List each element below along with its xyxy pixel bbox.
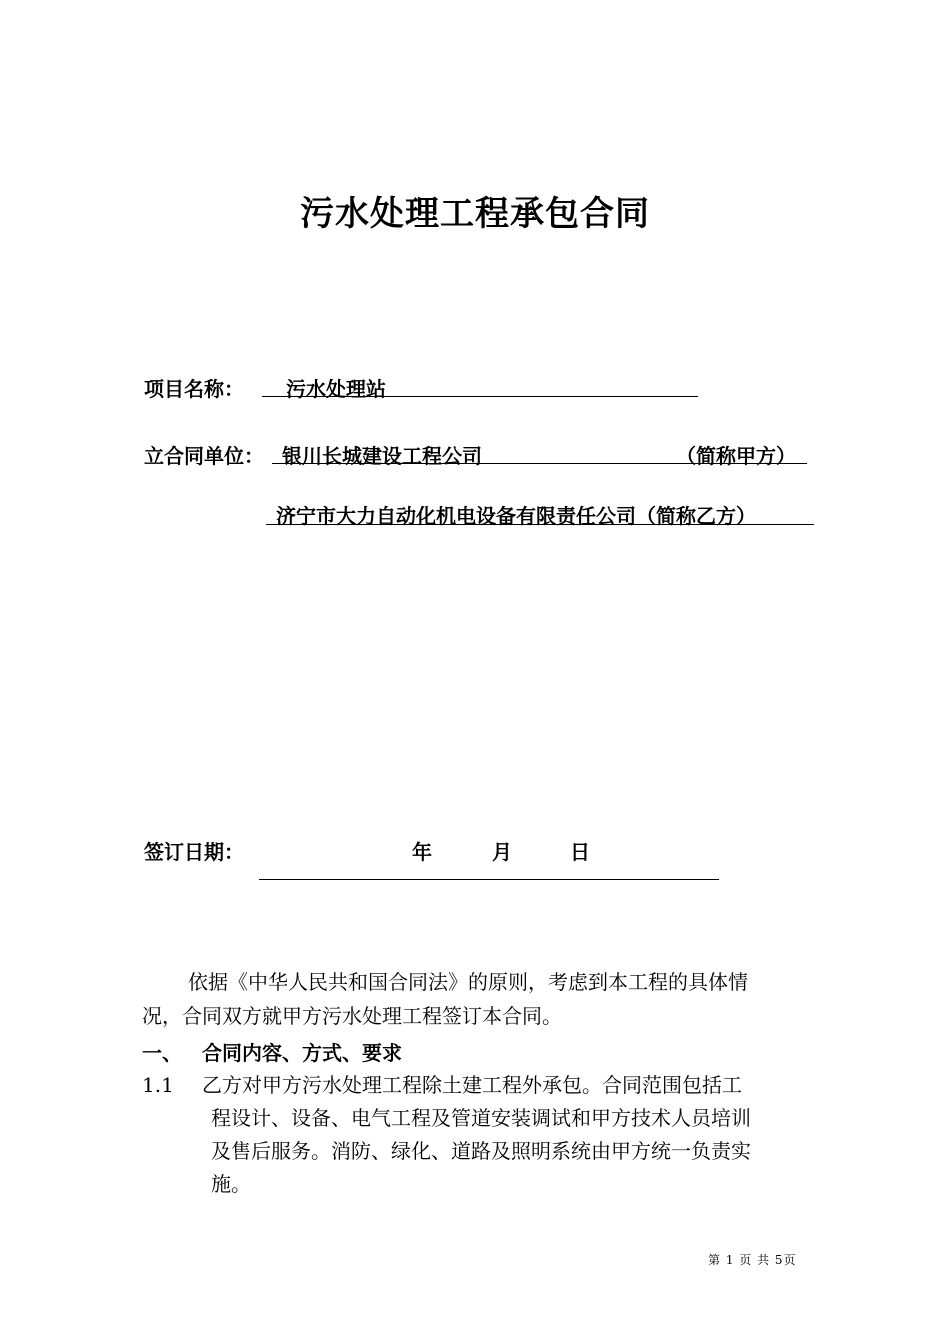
intro-paragraph-line-1: 依据《中华人民共和国合同法》的原则，考虑到本工程的具体情 — [188, 970, 748, 994]
page-number-footer: 第 1 页 共 5页 — [708, 1253, 797, 1267]
contract-parties-label: 立合同单位： — [144, 444, 264, 468]
party-b-name: 济宁市大力自动化机电设备有限责任公司（简称乙方） — [276, 504, 756, 528]
party-a-abbr: （简称甲方） — [676, 444, 796, 468]
sign-date-underline — [259, 879, 719, 880]
sign-date-month: 月 — [492, 840, 512, 864]
sign-date-year: 年 — [412, 840, 432, 864]
party-a-name: 银川长城建设工程公司 — [282, 444, 482, 468]
project-name-label: 项目名称： — [144, 377, 244, 401]
section-1-title: 合同内容、方式、要求 — [202, 1041, 402, 1065]
sign-date-label: 签订日期： — [144, 840, 244, 864]
section-1-number: 一、 — [142, 1041, 182, 1065]
intro-paragraph-line-2: 况，合同双方就甲方污水处理工程签订本合同。 — [142, 1004, 562, 1028]
clause-1-1-line-2: 程设计、设备、电气工程及管道安装调试和甲方技术人员培训 — [211, 1106, 751, 1130]
sign-date-day: 日 — [570, 840, 590, 864]
clause-1-1-line-4: 施。 — [211, 1172, 251, 1196]
clause-1-1-line-1: 乙方对甲方污水处理工程除土建工程外承包。合同范围包括工 — [202, 1073, 742, 1097]
clause-1-1-line-3: 及售后服务。消防、绿化、道路及照明系统由甲方统一负责实 — [211, 1139, 751, 1163]
document-title: 污水处理工程承包合同 — [300, 194, 650, 234]
project-name-value: 污水处理站 — [286, 377, 386, 401]
clause-1-1-number: 1.1 — [142, 1073, 174, 1097]
